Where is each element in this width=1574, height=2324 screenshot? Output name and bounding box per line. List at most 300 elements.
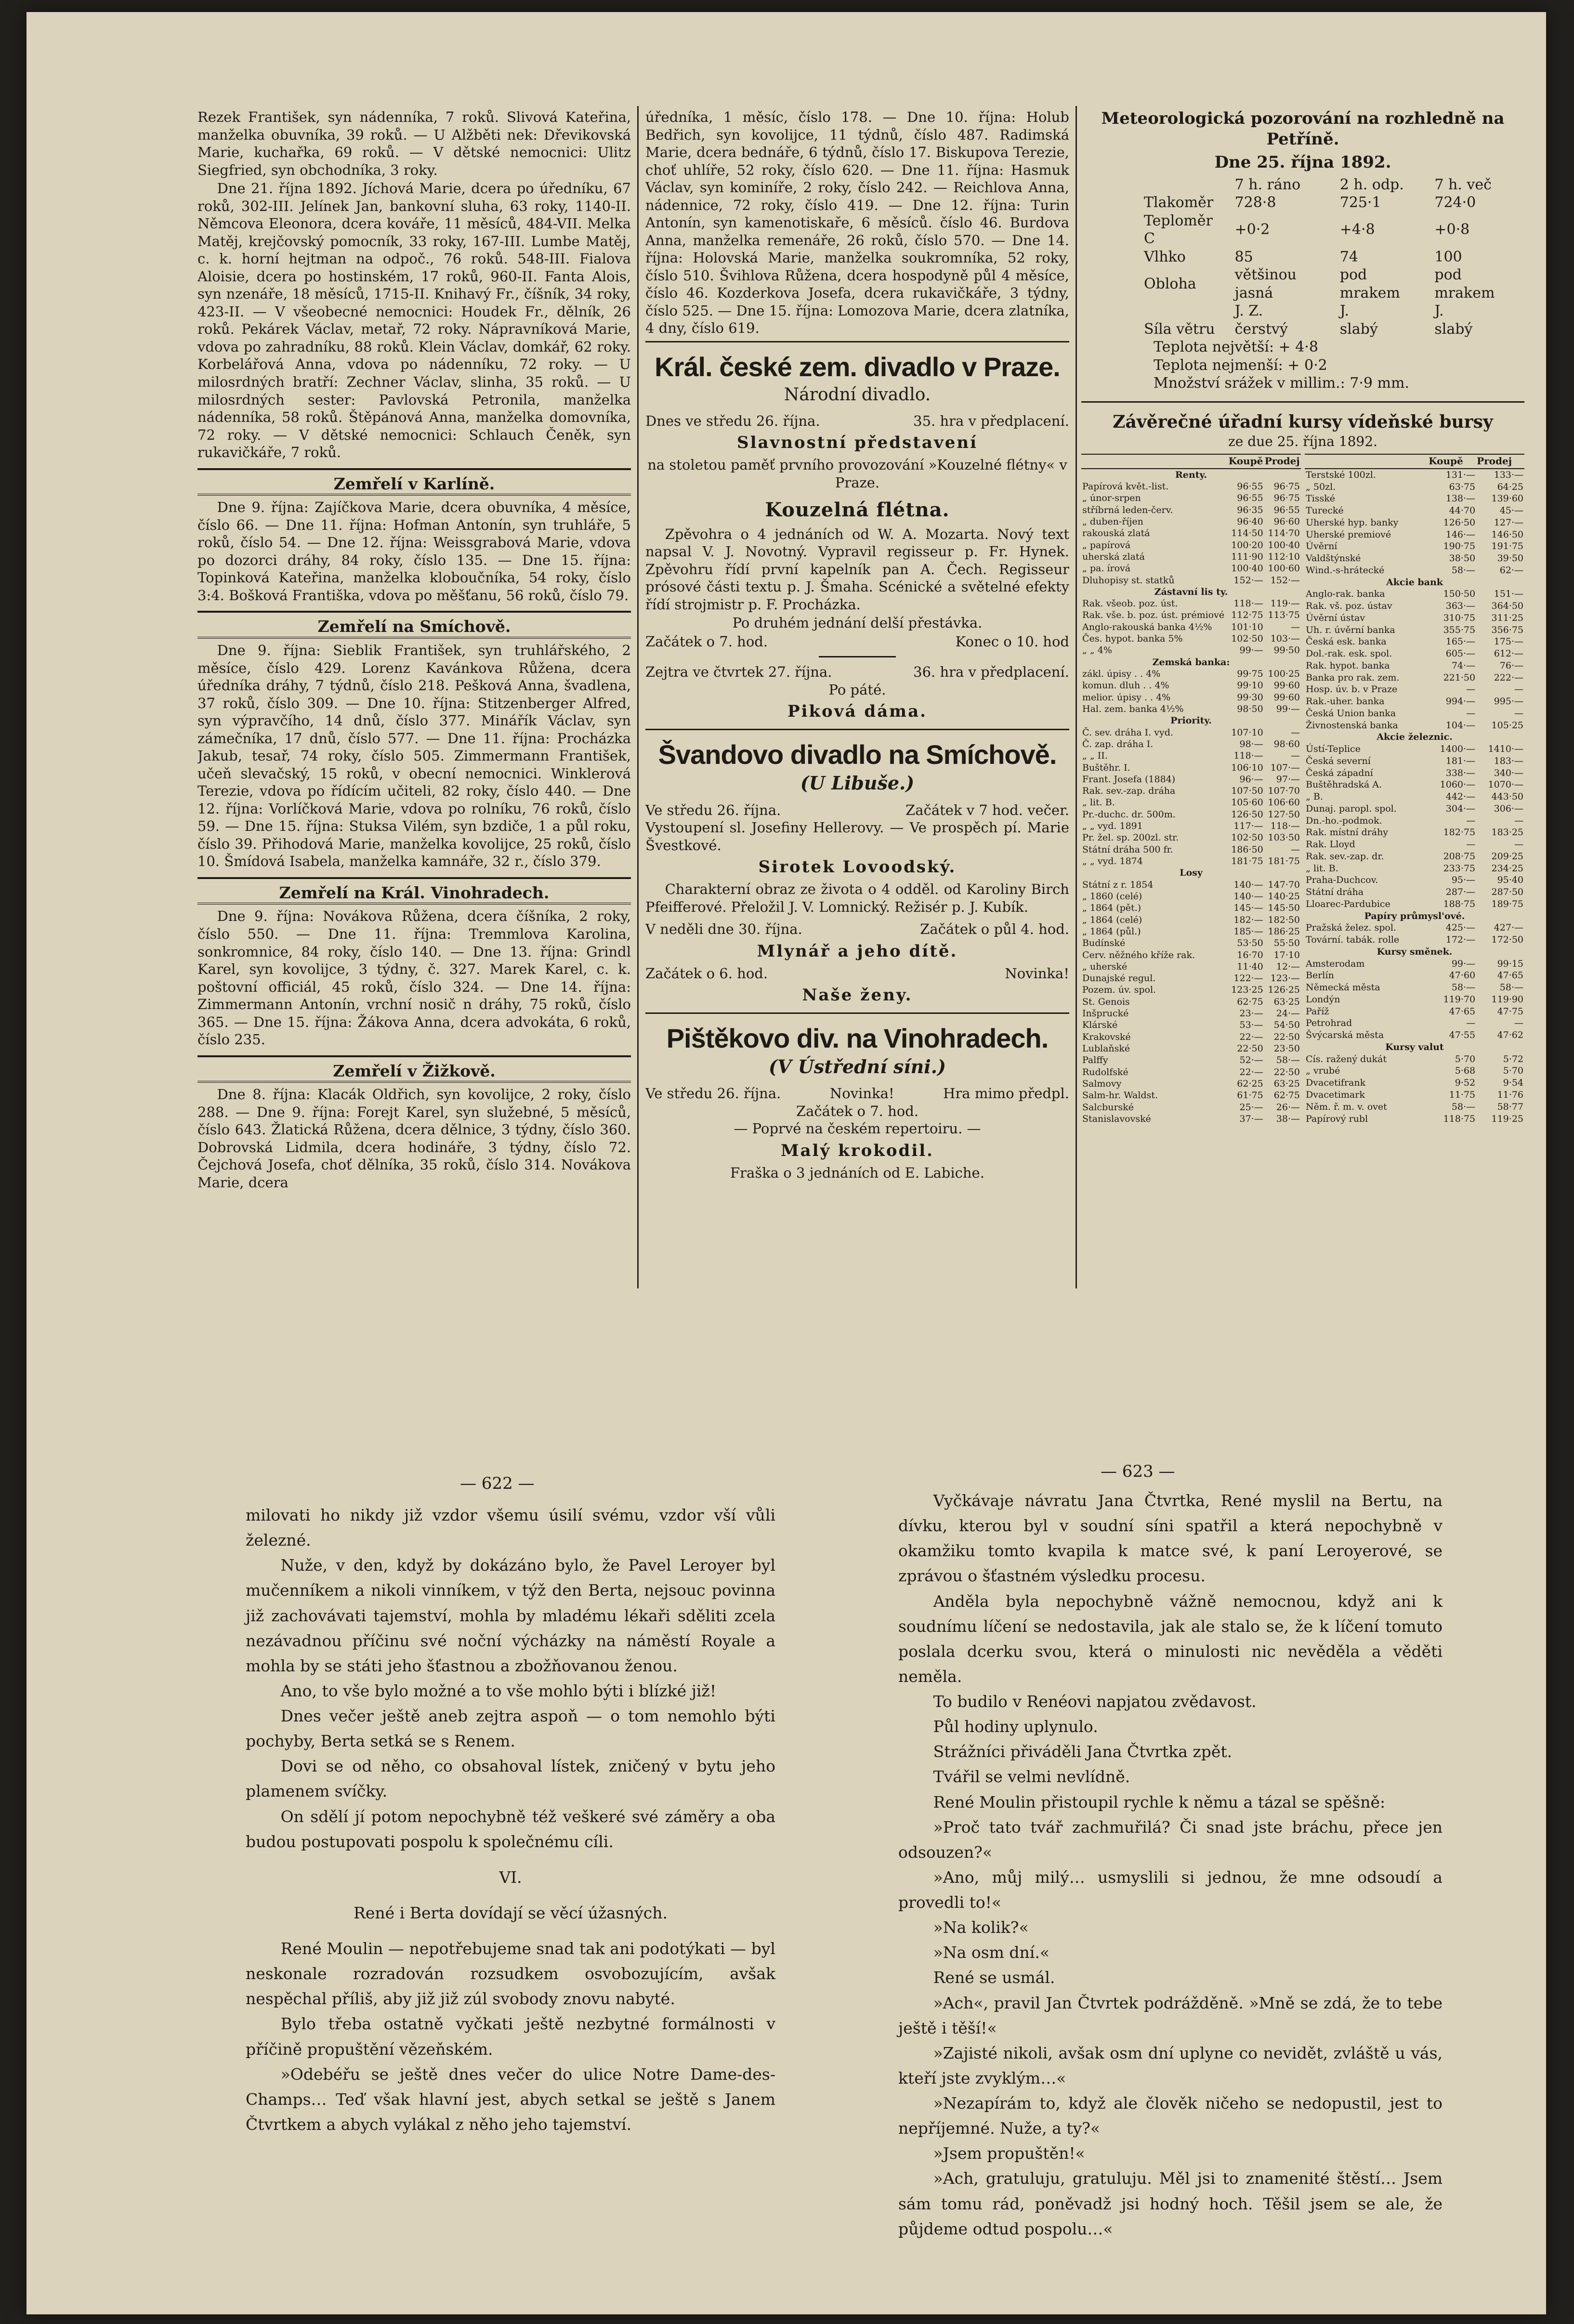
bourse-row bbox=[1081, 1102, 1301, 1113]
bourse-security-name: Hosp. úv. b. v Praze bbox=[1306, 684, 1398, 695]
bourse-security-name: Rak. všeob. poz. úst. bbox=[1082, 598, 1178, 609]
paragraph: milovati ho nikdy již vzdor všemu úsilí svému, vzdor vší vůli železné. bbox=[246, 1506, 775, 1550]
svanda-benefit: Vystoupení sl. Josefiny Hellerovy. — Ve prospěch pí. Marie Švestkové. bbox=[645, 819, 1069, 853]
divider bbox=[645, 729, 1069, 730]
bourse-security-name: Pražská želez. spol. bbox=[1306, 922, 1396, 933]
bourse-buy-price: 5·68 bbox=[1455, 1065, 1476, 1077]
paragraph: Dovi se od něho, co obsahoval lístek, zničený v bytu jeho plamenem svíčky. bbox=[246, 1757, 775, 1801]
bourse-buy-price: 99·10 bbox=[1237, 680, 1263, 691]
bourse-security-name: Inšprucké bbox=[1082, 1008, 1129, 1019]
bourse-security-name: Banka pro rak. zem. bbox=[1306, 672, 1400, 683]
bourse-sell-price: 186·25 bbox=[1268, 926, 1300, 937]
bourse-row bbox=[1081, 692, 1301, 703]
bourse-row bbox=[1305, 1053, 1524, 1065]
bourse-security-name: Dvacetimark bbox=[1306, 1089, 1365, 1100]
bourse-security-name: Státní dráha 500 fr. bbox=[1082, 844, 1173, 855]
bourse-security-name: Švýcarská města bbox=[1306, 1030, 1384, 1041]
bourse-row bbox=[1305, 505, 1524, 517]
national-start: Začátek o 7. hod. bbox=[645, 633, 768, 650]
bourse-security-name: Petrohrad bbox=[1306, 1018, 1352, 1029]
bourse-row bbox=[1081, 727, 1301, 738]
bourse-sell-price: 96·75 bbox=[1273, 481, 1300, 492]
chapter-heading: René i Berta dovídají se věcí úžasných. bbox=[354, 1903, 668, 1922]
paragraph: »Jsem propuštěn!« bbox=[933, 2144, 1085, 2163]
bourse-security-name: „ duben-říjen bbox=[1082, 516, 1143, 527]
page-number-right: — 623 — bbox=[1101, 1462, 1175, 1481]
bourse-row bbox=[1305, 671, 1524, 683]
paragraph: »Ach, gratuluju, gratuluju. Měl jsi to znamenité štěstí… Jsem sám tomu rád, poněvadž jsi hodný hoch. Těšil jsem se ale, že půjdeme odtud pospolu…« bbox=[898, 2169, 1443, 2238]
bourse-row bbox=[1305, 517, 1524, 529]
meteo-value: většinou jasná bbox=[1234, 266, 1297, 302]
bourse-security-name: Lloarec-Pardubice bbox=[1306, 898, 1390, 909]
meteo-date: Dne 25. října 1892. bbox=[1214, 153, 1391, 172]
paragraph: »Proč tato tvář zachmuřilá? Či snad jste bráchu, přece jen odsouzen?« bbox=[898, 1817, 1443, 1862]
bourse-sell-price: 105·25 bbox=[1491, 720, 1523, 731]
bourse-row bbox=[1081, 469, 1301, 481]
heading-vinohrady: Zemřelí na Král. Vinohradech. bbox=[197, 877, 631, 905]
bourse-sell-price: 99·— bbox=[1276, 703, 1300, 714]
bourse-row bbox=[1081, 949, 1301, 961]
newspaper-spread bbox=[26, 12, 1546, 2314]
paragraph: René Moulin — nepotřebujeme snad tak ani podotýkati — byl neskonale rozradován rozsudkem osvobozujícím, avšak nespěchal příliš, aby již již zúl svobody znovu nabyté. bbox=[246, 1939, 775, 2009]
meteo-max: Teplota největší: + 4·8 bbox=[1154, 339, 1318, 355]
bourse-sell-price: 287·50 bbox=[1491, 887, 1523, 898]
theatre-svanda-subtitle: (U Libuše.) bbox=[800, 772, 915, 794]
national-times bbox=[645, 633, 1069, 651]
deaths-karlin: Dne 9. října: Zajíčkova Marie, dcera obuvníka, 4 měsíce, číslo 66. — Dne 11. října: Hofman Antonín, syn truhláře, 5 roků, číslo 54. — Dne 12. října: Weissgrabová Marie, vdova po dozorci dráhy, 84 roky, číslo 135. — Dne 15. října: Topinková Kateřina, manželka kloboučníka, 54 roky, číslo 3:4. Bošková Františka, vdova po měšťanu, 56 roků, číslo 79. bbox=[197, 499, 631, 604]
svanda-sunday-date: V neděli dne 30. října. bbox=[645, 921, 802, 938]
bourse-buy-price: 22·50 bbox=[1237, 1043, 1263, 1054]
bourse-buy-price: 99·— bbox=[1451, 958, 1476, 969]
meteo-value: 100 bbox=[1434, 248, 1462, 265]
paragraph: »Odebéřu se ještě dnes večer do ulice Notre Dame-des-Champs… Teď však hlavní jest, abych setkal se ještě s Janem Čtvrtkem a abych vylákal z něho jeho tajemství. bbox=[246, 2064, 775, 2134]
bourse-security-name: Lublaňské bbox=[1082, 1043, 1130, 1054]
bourse-row bbox=[1081, 972, 1301, 984]
bourse-sell-price: 995·— bbox=[1494, 696, 1523, 707]
bourse-buy-price: 96·55 bbox=[1237, 493, 1263, 504]
bourse-section-heading: Losy bbox=[1180, 867, 1203, 879]
bourse-row bbox=[1081, 1031, 1301, 1043]
divider bbox=[1081, 401, 1524, 403]
bourse-sell-price: 54·50 bbox=[1273, 1020, 1300, 1031]
bourse-sell-price: 364·50 bbox=[1491, 601, 1523, 612]
bourse-sell-price: — bbox=[1514, 684, 1523, 695]
bourse-sell-price: 1410·— bbox=[1488, 744, 1523, 755]
heading-karlin: Zemřelí v Karlíně. bbox=[197, 468, 631, 496]
deaths-prague-21: Dne 21. října 1892. Jíchová Marie, dcera po úředníku, 67 roků, 302-III. Jelínek Jan, bankovní sluha, 63 roky, 1140-II. Němcova Eleonora, dcera kováře, 11 měsíců, 484-VII. Melka Matěj, krejčovský pomocník, 33 roky, 167-III. Lumbe Matěj, c. k. horní hejtman na odpoč., 76 roků. 548-III. Fialova Aloisie, dcera po hostinském, 17 roků, 960-II. Fanta Alois, syn nzenáře, 18 měsíců, 1715-II. Knihavý Fr., číšník, 34 roky, 423-II. — V všeobecné nemocnici: Houdek Fr., dělník, 26 roků. Pekárek Václav, metař, 72 roky. Nápravníková Marie, vdova po zahradníku, 88 roků. Klein Václav, domkář, 62 roky. Korbelářová Anna, vdova po nádenníku, 72 roky. — U milosrdných bratří: Zechner Václav, slinha, 35 roků. — U milosrdných sester: Pavlovská Petronila, manželka nádenníka, 58 roků. Štěpánová Anna, manželka domovníka, 72 roky. — V dětské nemocnici: Schlauch Čeněk, syn rukavičkáře, 7 roků. bbox=[197, 180, 631, 461]
bourse-security-name: „ pa. írová bbox=[1082, 563, 1131, 574]
meteo-label: Tlakoměr bbox=[1144, 194, 1214, 211]
bourse-sell-price: 103·— bbox=[1270, 633, 1300, 644]
bourse-security-name: rakouská zlatá bbox=[1082, 528, 1150, 539]
paragraph: »Na osm dní.« bbox=[933, 1943, 1050, 1962]
bourse-security-name: Budínské bbox=[1082, 938, 1126, 949]
bourse-section-heading: Priority. bbox=[1170, 715, 1212, 726]
bourse-buy-price: 145·— bbox=[1233, 903, 1263, 914]
bourse-row bbox=[1305, 898, 1524, 910]
meteo-value: +0·8 bbox=[1434, 221, 1470, 238]
bourse-row bbox=[1081, 1066, 1301, 1078]
bourse-row bbox=[1081, 586, 1301, 598]
bourse-security-name: Paříž bbox=[1306, 1006, 1329, 1017]
column-rule bbox=[637, 106, 639, 1288]
bourse-security-name: Čes. hypot. banka 5% bbox=[1082, 633, 1183, 644]
heading-smichov: Zemřelí na Smíchově. bbox=[197, 611, 631, 639]
bourse-sell-price: 443·50 bbox=[1491, 791, 1523, 802]
theatre-pistek-title: Pištěkovo div. na Vinohradech. bbox=[666, 1023, 1049, 1053]
pistek-start: Začátek o 7. hod. bbox=[796, 1103, 919, 1119]
bourse-section-heading: Papíry průmysl'ové. bbox=[1364, 910, 1465, 921]
bourse-sell-price: 96·75 bbox=[1273, 493, 1300, 504]
bourse-security-name: „ B. bbox=[1306, 791, 1323, 802]
bourse-security-name: Ústí-Teplice bbox=[1306, 744, 1361, 755]
bourse-buy-price: 338·— bbox=[1445, 767, 1476, 778]
bourse-security-name: komun. dluh . . 4% bbox=[1082, 680, 1169, 691]
bourse-row bbox=[1305, 946, 1524, 958]
bourse-row bbox=[1081, 1054, 1301, 1066]
bourse-buy-price: 102·50 bbox=[1231, 832, 1263, 843]
bourse-row bbox=[1305, 982, 1524, 994]
bourse-buy-price: 58·— bbox=[1451, 1101, 1476, 1112]
bourse-security-name: „ „ II. bbox=[1082, 750, 1108, 762]
bourse-security-name: „ vrubé bbox=[1306, 1065, 1340, 1077]
bourse-security-name: Pr. žel. sp. 200zl. str. bbox=[1082, 832, 1179, 843]
bourse-buy-price: 16·70 bbox=[1237, 949, 1263, 960]
bourse-table-left bbox=[1081, 454, 1301, 1125]
deaths-prague-continued: Rezek František, syn nádenníka, 7 roků. Slivová Kateřina, manželka obuvníka, 39 roků. — U Alžběti nek: Dřevikovská Marie, kuchařka, 69 roků. — V dětské nemocnici: Ulitz Siegfried, syn obchodníka, 3 roky. bbox=[197, 109, 631, 178]
bourse-row bbox=[1081, 539, 1301, 551]
bourse-security-name: Státní z r. 1854 bbox=[1082, 879, 1154, 890]
bourse-security-name: Uherské premiové bbox=[1306, 529, 1391, 540]
bourse-sell-price: 22·50 bbox=[1273, 1031, 1300, 1042]
bourse-head-sell: Prodej bbox=[1476, 454, 1524, 469]
bourse-sell-price: 63·25 bbox=[1273, 1078, 1300, 1089]
bourse-buy-price: 123·25 bbox=[1231, 985, 1263, 996]
bourse-sell-price: 96·55 bbox=[1273, 504, 1300, 515]
bourse-row bbox=[1081, 750, 1301, 762]
paragraph: To budilo v Renéovi napjatou zvědavost. bbox=[933, 1692, 1257, 1711]
bourse-buy-price: 105·60 bbox=[1231, 797, 1263, 808]
bourse-buy-price: 122·— bbox=[1233, 973, 1263, 984]
pistek-date-row bbox=[645, 1085, 1069, 1103]
bourse-security-name: „ únor-srpen bbox=[1082, 493, 1141, 504]
bourse-sell-price: 126·25 bbox=[1268, 985, 1300, 996]
bourse-sell-price: 146·50 bbox=[1491, 529, 1523, 540]
bourse-row bbox=[1081, 516, 1301, 527]
bourse-buy-price: 96·35 bbox=[1237, 504, 1263, 515]
bourse-security-name: Salcburské bbox=[1082, 1102, 1134, 1113]
bourse-head-buy: Koupě bbox=[1428, 454, 1476, 469]
bourse-row bbox=[1081, 1008, 1301, 1019]
bourse-buy-price: 106·10 bbox=[1231, 762, 1263, 773]
bourse-sell-price: 99·15 bbox=[1497, 958, 1523, 969]
intermission-note: Po druhém jednání delší přestávka. bbox=[732, 615, 983, 631]
bourse-buy-price: 53·50 bbox=[1237, 938, 1263, 949]
bourse-row bbox=[1081, 809, 1301, 820]
svanda-sunday-row bbox=[645, 920, 1069, 938]
bourse-sell-price: 11·76 bbox=[1497, 1089, 1523, 1100]
bourse-buy-price: 181·75 bbox=[1231, 856, 1263, 867]
svanda-date-row bbox=[645, 801, 1069, 819]
bourse-buy-price: 63·75 bbox=[1449, 481, 1476, 492]
bourse-buy-price: 96·— bbox=[1239, 774, 1263, 785]
bourse-row bbox=[1081, 633, 1301, 644]
bourse-security-name: Tisské bbox=[1306, 493, 1336, 504]
bourse-buy-price: 62·25 bbox=[1237, 1078, 1263, 1089]
bourse-row bbox=[1305, 719, 1524, 731]
deaths-smichov: Dne 9. října: Sieblik František, syn truhlářského, 2 měsíce, číslo 429. Lorenz Kavánkova Růžena, dcera úředníka dráhy, 7 týdnů, číslo 218. Pešková Anna, švadlena, 37 roků, číslo 309. — Dne 10. října: Stitzenberger Alfred, syn výpravčího, 14 dnů, číslo 377. Minářík Václav, syn zámečníka, 17 dnů, číslo 577. — Dne 11. října: Procházka Jakub, tesař, 74 roky, číslo 505. Zimmermann František, učeň slevačský, 15 roků, v obecní nemocnici. Winklerová Terezie, vdova po řídícím učiteli, 82 roky, číslo 440. — Dne 12. října: Vorlíčková Marie, vdova po rolníku, 76 roků, číslo 59. — Dne 15. října: Stuksa Vilém, syn bzdiče, 1 a půl roku, číslo 39. Přihodová Marie, manželka kovolijce, 25 roků, číslo 10. Šmídová Isabela, manželka kamnáře, 32 r., číslo 379. bbox=[197, 642, 631, 870]
meteo-header: 2 h. odp. bbox=[1339, 176, 1404, 193]
bourse-buy-price: 605·— bbox=[1445, 648, 1476, 659]
bourse-buy-price: 111·90 bbox=[1231, 551, 1263, 562]
bourse-buy-price: 102·50 bbox=[1231, 633, 1263, 644]
gala-performance: Slavnostní představení bbox=[737, 433, 978, 453]
bourse-row bbox=[1081, 797, 1301, 808]
bourse-buy-price: 118·75 bbox=[1443, 1113, 1476, 1124]
bourse-security-name: Papírová květ.-list. bbox=[1082, 481, 1169, 492]
play-little-crocodile: Malý krokodil. bbox=[780, 1141, 934, 1161]
bourse-buy-price: 188·75 bbox=[1443, 898, 1476, 909]
bourse-sell-price: 133·— bbox=[1494, 469, 1523, 480]
bourse-security-name: uherská zlatá bbox=[1082, 551, 1145, 562]
bourse-row bbox=[1081, 1090, 1301, 1101]
bourse-buy-price: 172·— bbox=[1445, 934, 1476, 945]
bourse-buy-price: 104·— bbox=[1445, 720, 1476, 731]
bourse-buy-price: 131·— bbox=[1445, 469, 1476, 480]
bourse-buy-price: — bbox=[1466, 815, 1476, 826]
bourse-row bbox=[1305, 803, 1524, 815]
bourse-row bbox=[1305, 624, 1524, 636]
bourse-security-name: St. Genois bbox=[1082, 996, 1130, 1007]
bourse-section-heading: Kursy valut bbox=[1385, 1041, 1444, 1052]
bourse-row bbox=[1305, 636, 1524, 648]
bourse-buy-price: 208·75 bbox=[1443, 851, 1476, 862]
bourse-sell-price: 12·— bbox=[1276, 961, 1300, 972]
bourse-sell-price: 98·60 bbox=[1273, 738, 1300, 749]
bourse-sell-price: 183·25 bbox=[1491, 827, 1523, 838]
national-date2-row bbox=[645, 663, 1069, 681]
bourse-sell-price: 95·40 bbox=[1497, 875, 1523, 886]
bourse-row bbox=[1081, 609, 1301, 621]
bourse-sell-price: 123·— bbox=[1270, 973, 1300, 984]
bourse-security-name: „ „ 4% bbox=[1082, 645, 1112, 656]
bourse-security-name: Úvěrní ústav bbox=[1306, 612, 1365, 623]
bourse-security-name: Č. zap. dráha I. bbox=[1082, 738, 1154, 749]
novelty-label: Novinka! bbox=[1005, 965, 1069, 982]
bourse-sell-price: 62·— bbox=[1499, 565, 1523, 576]
bourse-row bbox=[1081, 504, 1301, 516]
bourse-head-buy: Koupě bbox=[1228, 454, 1264, 469]
bourse-row bbox=[1305, 469, 1524, 481]
magic-flute-description: Zpěvohra o 4 jednáních od W. A. Mozarta. Nový text napsal V. J. Novotný. Vypravil regisseur p. Fr. Hynek. Zpěvohru řídí první kapelník pan A. Čech. Regisseur prósové části textu p. J. Šmaha. Scénické a světelné efekty řídí strojmistr p. F. Procházka. bbox=[645, 525, 1069, 613]
meteo-value: +4·8 bbox=[1339, 221, 1375, 238]
bourse-row bbox=[1305, 755, 1524, 767]
bourse-row bbox=[1081, 867, 1301, 879]
bourse-row bbox=[1305, 576, 1524, 588]
bourse-security-name: „ „ vyd. 1874 bbox=[1082, 856, 1143, 867]
play-queen-of-spades: Piková dáma. bbox=[787, 702, 927, 722]
bourse-buy-price: 62·75 bbox=[1237, 996, 1263, 1007]
bourse-buy-price: — bbox=[1466, 839, 1476, 850]
bourse-row bbox=[1305, 588, 1524, 600]
bourse-security-name: Česká severní bbox=[1306, 755, 1371, 766]
bourse-row bbox=[1305, 994, 1524, 1006]
bourse-row bbox=[1081, 492, 1301, 504]
bourse-security-name: Berlín bbox=[1306, 970, 1334, 981]
bourse-sell-price: 96·60 bbox=[1273, 516, 1300, 527]
bourse-row bbox=[1081, 762, 1301, 774]
meteo-value: slabý bbox=[1434, 320, 1473, 338]
bourse-security-name: Dunajské regul. bbox=[1082, 973, 1156, 984]
bourse-buy-price: 98·— bbox=[1239, 738, 1263, 749]
bourse-sell-price: 23·50 bbox=[1273, 1043, 1300, 1054]
bourse-sell-price: 38·— bbox=[1276, 1113, 1300, 1124]
meteo-rain: Množství srážek v millim.: 7·9 mm. bbox=[1154, 375, 1409, 392]
bourse-row bbox=[1081, 984, 1301, 996]
bourse-sell-price: 175·— bbox=[1494, 636, 1523, 647]
bourse-sell-price: 62·75 bbox=[1273, 1090, 1300, 1101]
bourse-security-name: stříbrná leden-červ. bbox=[1082, 504, 1173, 515]
bourse-buy-price: 117·— bbox=[1233, 821, 1263, 832]
bourse-buy-price: 100·20 bbox=[1231, 539, 1263, 551]
bourse-security-name: Rudolfské bbox=[1082, 1066, 1128, 1077]
bourse-row bbox=[1081, 879, 1301, 891]
bourse-sell-price: 189·75 bbox=[1491, 898, 1523, 909]
bourse-security-name: Pr.-duchc. dr. 500m. bbox=[1082, 809, 1176, 820]
bourse-security-name: Salm-hr. Waldst. bbox=[1082, 1090, 1158, 1101]
bourse-security-name: Wind.-s-hrátecké bbox=[1306, 565, 1385, 576]
bourse-buy-price: 47·65 bbox=[1449, 1006, 1476, 1017]
bourse-row bbox=[1081, 926, 1301, 937]
bourse-buy-price: 310·75 bbox=[1443, 612, 1476, 623]
bourse-buy-price: 181·— bbox=[1445, 755, 1476, 766]
bourse-row bbox=[1305, 708, 1524, 720]
bourse-security-name: Rak. vše. b. poz. úst. prémiové bbox=[1082, 610, 1225, 621]
bourse-sell-price: 191·75 bbox=[1491, 541, 1523, 552]
bourse-sell-price: 24·— bbox=[1276, 1008, 1300, 1019]
bourse-buy-price: — bbox=[1466, 684, 1476, 695]
divider bbox=[645, 1012, 1069, 1014]
paragraph: Bylo třeba ostatně vyčkati ještě nezbytné formálnosti v příčině propuštění vězeňském. bbox=[246, 2014, 775, 2059]
bourse-sell-price: 147·70 bbox=[1268, 879, 1300, 890]
bourse-row bbox=[1305, 851, 1524, 863]
play-our-women: Naše ženy. bbox=[802, 985, 913, 1005]
bourse-buy-price: 150·50 bbox=[1443, 589, 1476, 600]
bourse-security-name: Rak. Lloyd bbox=[1306, 839, 1355, 850]
divider bbox=[645, 341, 1069, 342]
meteo-value: 728·8 bbox=[1234, 194, 1276, 211]
bourse-row bbox=[1081, 527, 1301, 539]
bourse-sell-price: 340·— bbox=[1494, 767, 1523, 778]
bourse-buy-price: 355·75 bbox=[1443, 624, 1476, 635]
bourse-security-name: Uh. r. úvěrní banka bbox=[1306, 624, 1395, 635]
bourse-security-name: Frant. Josefa (1884) bbox=[1082, 774, 1176, 785]
bourse-row bbox=[1305, 683, 1524, 696]
bourse-sell-price: 119·— bbox=[1270, 598, 1300, 609]
meteo-title: Meteorologická pozorování na rozhledně na Petříně. bbox=[1101, 109, 1505, 149]
bourse-sell-price: 139·60 bbox=[1491, 493, 1523, 504]
bourse-buy-price: 38·50 bbox=[1449, 553, 1476, 564]
bourse-buy-price: 23·— bbox=[1239, 1008, 1263, 1019]
bourse-sell-price: 118·— bbox=[1270, 821, 1300, 832]
bourse-section-heading: Kursy směnek. bbox=[1377, 946, 1453, 957]
bourse-row bbox=[1081, 715, 1301, 726]
paragraph: René se usmál. bbox=[933, 1968, 1055, 1987]
bourse-row bbox=[1081, 937, 1301, 949]
bourse-security-name: Německá města bbox=[1306, 982, 1380, 993]
bourse-row bbox=[1305, 862, 1524, 874]
bourse-security-name: Klárské bbox=[1082, 1020, 1118, 1031]
bourse-sell-price: 100·25 bbox=[1268, 669, 1300, 680]
national-date-row bbox=[645, 412, 1069, 430]
bourse-sell-price: 99·50 bbox=[1273, 645, 1300, 656]
bourse-security-name: Salmovy bbox=[1082, 1078, 1122, 1089]
bourse-sell-price: 58·— bbox=[1499, 982, 1523, 993]
bourse-row bbox=[1305, 1029, 1524, 1041]
bourse-buy-price: 98·50 bbox=[1237, 703, 1263, 714]
bourse-sell-price: 114·70 bbox=[1268, 528, 1300, 539]
bourse-buy-price: 11·75 bbox=[1449, 1089, 1476, 1100]
bourse-row bbox=[1081, 1078, 1301, 1090]
bourse-security-name: „ „ vyd. 1891 bbox=[1082, 821, 1143, 832]
bourse-buy-price: 140·— bbox=[1233, 879, 1263, 890]
bourse-row bbox=[1305, 922, 1524, 934]
bourse-security-name: Valdštýnské bbox=[1306, 553, 1361, 564]
paragraph: »Na kolik?« bbox=[933, 1918, 1029, 1937]
bourse-buy-price: 100·40 bbox=[1231, 563, 1263, 574]
bourse-buy-price: 126·50 bbox=[1231, 809, 1263, 820]
bourse-row bbox=[1081, 1113, 1301, 1125]
bourse-buy-price: 44·70 bbox=[1449, 505, 1476, 516]
deaths-vinohrady: Dne 9. října: Novákova Růžena, dcera číšníka, 2 roky, číslo 550. — Dne 11. října: Tremmlova Karolina, sonkromnice, 84 roky, číslo 140. — Dne 13. října: Grindl Karel, syn kovolijce, 3 týdny, č. 327. Marek Karel, c. k. poštovní officiál, 45 roků, číslo 324. — Dne 14. října: Zimmermann Antonín, vrchní nosič n dráhy, 75 roků, číslo 365. — Dne 15. října: Žákova Anna, dcera advokáta, 6 roků, číslo 235. bbox=[197, 908, 631, 1048]
meteo-value: 724·0 bbox=[1434, 194, 1476, 211]
paragraph: Vyčkávaje návratu Jana Čtvrtka, René myslil na Bertu, na dívku, kterou byl v soudní síni spatřil a která nepochybně v okamžiku tomto kvapila k matce své, k paní Leroyerové, se zprávou o šťastném výsledku procesu. bbox=[898, 1491, 1443, 1586]
page-number-left: — 622 — bbox=[460, 1474, 535, 1493]
bourse-row bbox=[1081, 680, 1301, 691]
bourse-row bbox=[1305, 696, 1524, 708]
bourse-sell-price: 183·— bbox=[1494, 755, 1523, 766]
bourse-sell-price: 1070·— bbox=[1488, 779, 1523, 790]
bourse-security-name: Rak. sev.-zap. dr. bbox=[1306, 851, 1384, 862]
bourse-security-name: Turecké bbox=[1306, 505, 1344, 516]
bourse-buy-price: 140·— bbox=[1233, 891, 1263, 902]
gala-description: na stoletou paměť prvního provozování »Kouzelné flétny« v Praze. bbox=[647, 457, 1067, 491]
national-end: Konec o 10. hod bbox=[955, 633, 1069, 650]
paragraph: »Ach«, pravil Jan Čtvrtek podrážděně. »Mně se zdá, že to tebe ještě i těší!« bbox=[898, 1993, 1443, 2037]
bourse-sell-price: 112·10 bbox=[1268, 551, 1300, 562]
bourse-sell-price: 234·25 bbox=[1491, 863, 1523, 874]
heading-zizkov: Zemřelí v Žižkově. bbox=[197, 1055, 631, 1083]
bourse-security-name: Rak. místní dráhy bbox=[1306, 827, 1389, 838]
bourse-sell-price: 127·— bbox=[1494, 517, 1523, 528]
bourse-row bbox=[1305, 612, 1524, 624]
bourse-sell-price: 222·— bbox=[1494, 672, 1523, 683]
bourse-row bbox=[1305, 827, 1524, 839]
meteo-value: J. bbox=[1339, 302, 1349, 319]
bourse-sell-price: — bbox=[1514, 1018, 1523, 1029]
bourse-security-name: Praha-Duchcov. bbox=[1306, 875, 1378, 886]
bourse-buy-price: 37·— bbox=[1239, 1113, 1263, 1124]
bourse-security-name: „ 1860 (celé) bbox=[1082, 891, 1142, 902]
bourse-row bbox=[1081, 902, 1301, 914]
bourse-row bbox=[1081, 785, 1301, 797]
bourse-buy-price: 61·75 bbox=[1237, 1090, 1263, 1101]
bourse-security-name: „ 50zl. bbox=[1306, 481, 1336, 492]
bourse-buy-price: 9·52 bbox=[1455, 1077, 1476, 1089]
bourse-security-name: Státní dráha bbox=[1306, 887, 1364, 898]
svanda-date: Ve středu 26. října. bbox=[645, 801, 781, 818]
bourse-sell-price: 63·25 bbox=[1273, 996, 1300, 1007]
